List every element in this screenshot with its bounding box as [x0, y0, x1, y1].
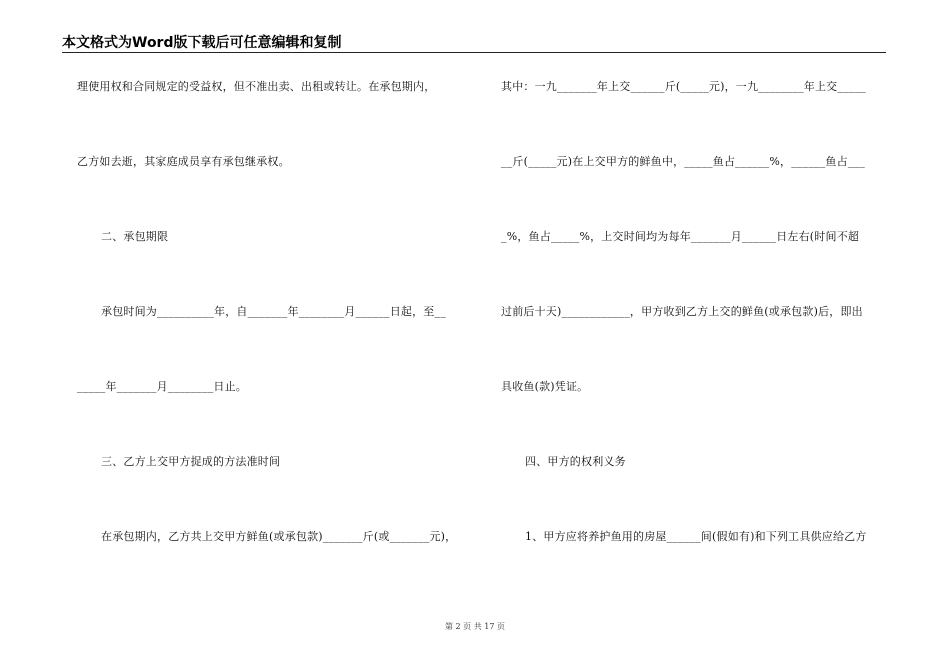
paragraph-line: 具收鱼(款)凭证。 — [501, 380, 589, 393]
paragraph-line: 过前后十天)____________，甲方收到乙方上交的鲜鱼(或承包款)后，即出 — [501, 305, 863, 318]
paragraph-line: 理使用权和合同规定的受益权，但不准出卖、出租或转让。在承包期内， — [77, 80, 436, 93]
right-column — [501, 0, 891, 672]
left-column — [77, 0, 467, 672]
paragraph-line: 在承包期内，乙方共上交甲方鲜鱼(或承包款)_______斤(或_______元)， — [101, 530, 457, 543]
paragraph-line: 承包时间为__________年，自_______年________月______日起，至__ — [101, 305, 446, 318]
paragraph-line: 1、甲方应将养护鱼用的房屋______间(假如有)和下列工具供应给乙方 — [525, 530, 867, 543]
section-heading: 二、承包期限 — [101, 230, 169, 243]
paragraph-line: 其中：一九_______年上交______斤(_____元)，一九________年上交_____ — [501, 80, 866, 93]
paragraph-line: __斤(_____元)在上交甲方的鲜鱼中，_____鱼占______%，______鱼占___ — [501, 155, 865, 168]
section-heading: 四、甲方的权利义务 — [525, 455, 626, 468]
document-header-title: 本文格式为Word版下载后可任意编辑和复制 — [62, 35, 342, 51]
paragraph-line: 乙方如去逝，其家庭成员享有承包继承权。 — [77, 155, 290, 168]
paragraph-line: _____年_______月________日止。 — [77, 380, 247, 393]
paragraph-line: _%，鱼占_____%，上交时间均为每年_______月______日左右(时间不超 — [501, 230, 860, 243]
page-number-footer: 第 2 页 共 17 页 — [445, 622, 505, 631]
section-heading: 三、乙方上交甲方捉成的方法准时间 — [101, 455, 281, 468]
